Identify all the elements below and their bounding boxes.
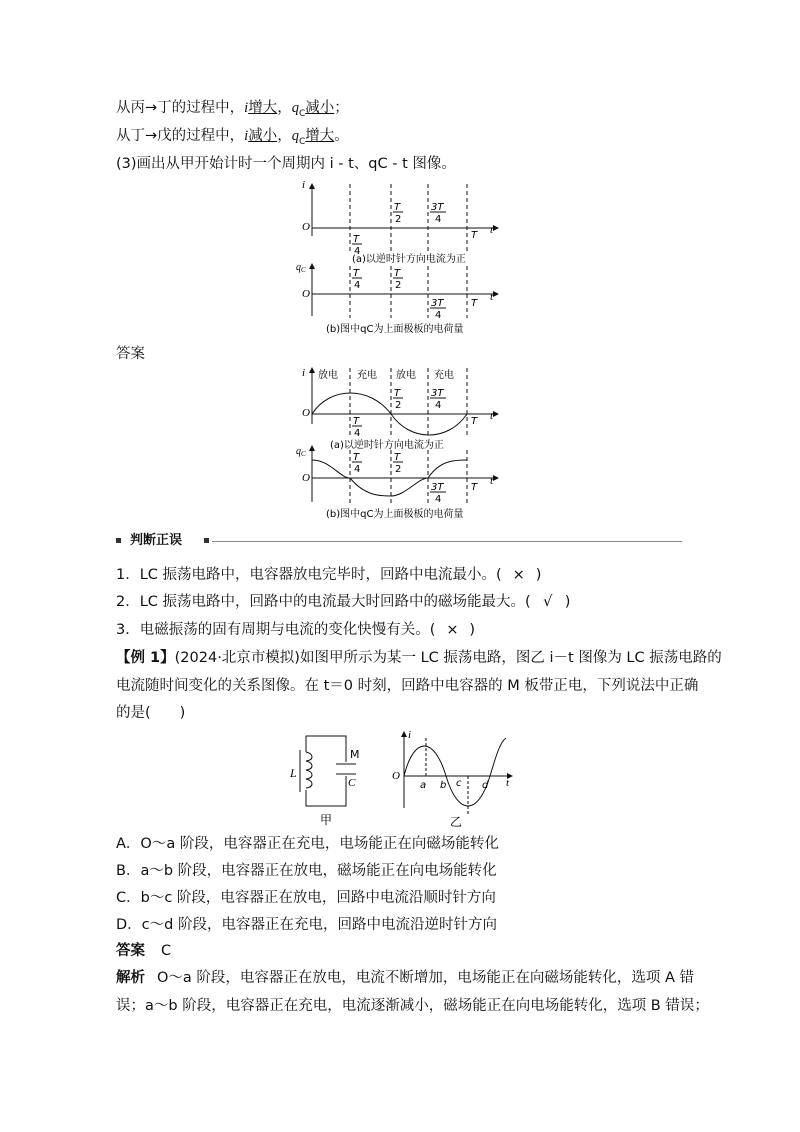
point-c: c [456,778,462,789]
judgement-text: 1．LC 振荡电路中，电容器放电完毕时，回路中电流最小。( [116,567,502,583]
graph-b-answer [296,446,498,520]
answer-value: C [161,943,172,959]
svg-text:T: T [471,298,478,309]
judgement-mark: √ [543,594,553,610]
tick-T: T [353,234,360,245]
intro-line-2 [116,126,349,152]
svg-text:2: 2 [395,280,402,291]
option-A: A．O～a 阶段，电容器正在充电，电场能正在向磁场能转化 [116,836,499,852]
phase-label: 放电 [396,370,416,381]
svg-text:3T: 3T [431,298,444,309]
example-line-3: 的是( ) [116,705,186,721]
judgement-2 [116,592,570,612]
example-label: 【例 1】 [116,650,175,666]
var-sub: C [298,136,306,147]
judgement-3 [116,620,475,640]
svg-text:T: T [394,388,401,399]
intro-text: 从丁→戊的过程中， [116,128,245,144]
separator: ， [277,128,292,144]
svg-text:T: T [471,482,478,493]
y-axis-label: i [302,179,306,191]
caption-b: (b)图中qC为上面极板的电荷量 [326,324,464,335]
y-axis-label: $q_C$ [296,262,306,274]
origin-label: O [392,770,400,782]
y-axis-label: i [408,729,412,741]
point-b: b [440,780,447,791]
svg-text:T: T [353,452,360,463]
paren-close: ) [535,567,542,583]
caption-b-answer: (b)图中qC为上面极板的电荷量 [326,509,464,520]
origin-label: O [302,288,310,300]
separator: ， [277,100,292,116]
svg-text:4: 4 [354,428,361,439]
var-sub: C [298,108,306,119]
caption-jia: 甲 [320,813,333,827]
tick-3T: 3T [431,202,444,213]
svg-text:2: 2 [395,400,402,411]
punct: ； [334,100,349,116]
option-C: C．b～c 阶段，电容器正在放电，回路中电流沿顺时针方向 [116,890,496,906]
judgement-text: 3．电磁振荡的固有周期与电流的变化快慢有关。( [116,622,436,638]
svg-text:2: 2 [395,214,402,225]
graph-b [296,262,498,335]
phase-label: 放电 [318,370,338,381]
judgement-mark: × [512,567,525,583]
svg-text:4: 4 [435,494,442,505]
paren-close: ) [564,594,571,610]
punct: 。 [334,128,349,144]
graph-a [302,179,498,265]
graph-a-answer [302,367,498,451]
svg-text:4: 4 [435,310,442,321]
svg-text:t: t [490,410,494,422]
fill-blank: 减小 [305,100,335,116]
example-line-2: 电流随时间变化的关系图像。在 t＝0 时刻，回路中电容器的 M 板带正电，下列说法中正确 [116,678,699,694]
svg-text:i: i [302,367,306,379]
analysis-line-2: 误；a～b 阶段，电容器正在充电，电流逐渐减小，磁场能正在向电场能转化，选项 B 错误； [116,998,709,1014]
tick-T: T [394,202,401,213]
intro-line-1 [116,98,349,124]
x-axis-label: t [490,224,494,236]
svg-text:T: T [471,416,478,427]
svg-text:4: 4 [435,400,442,411]
svg-text:3T: 3T [431,388,444,399]
figure-1 [290,176,510,338]
svg-text:T: T [394,268,401,279]
svg-text:T: T [394,452,401,463]
circuit-figure [284,730,374,830]
caption-a: (a)以逆时针方向电流为正 [352,254,466,265]
judgement-mark: × [446,622,459,638]
analysis-text: O～a 阶段，电容器正在放电，电流不断增加，电场能正在向磁场能转化，选项 A 错 [157,970,695,986]
divider [212,541,682,542]
fill-blank: 增大 [248,100,278,116]
point-d: d [482,780,489,791]
svg-text:O: O [302,407,310,419]
svg-text:4: 4 [354,246,361,257]
option-D: D．c～d 阶段，电容器正在充电，回路中电流沿逆时针方向 [116,917,497,933]
point-a: a [420,780,427,791]
example-text: (2024·北京市模拟)如图甲所示为某一 LC 振荡电路，图乙 i－t 图像为 LC 振荡电路的 [174,650,722,666]
analysis-line-1 [116,968,694,988]
option-B: B．a～b 阶段，电容器正在放电，磁场能正在向电场能转化 [116,863,497,879]
fill-blank: 减小 [248,128,278,144]
intro-text: 从丙→丁的过程中， [116,100,245,116]
var-q: q [291,128,299,144]
caption-yi: 乙 [450,815,463,829]
svg-text:4: 4 [354,464,361,475]
square-icon [116,538,121,543]
answer-label: 答案 [116,943,145,959]
inductor-label: L [290,766,297,780]
square-icon [204,538,209,543]
intro-line-3: (3)画出从甲开始计时一个周期内 i - t、qC - t 图像。 [116,156,456,172]
svg-text:O: O [302,472,310,484]
judgement-1 [116,565,541,585]
svg-text:2: 2 [395,464,402,475]
var-i: i [244,100,249,116]
caption-a-answer: (a)以逆时针方向电流为正 [330,440,444,451]
phase-label: 充电 [434,370,454,381]
paren-close: ) [469,622,476,638]
origin-label: O [302,221,310,233]
figure-2 [290,364,510,522]
phase-label: 充电 [357,370,377,381]
answer-label-1: 答案 [116,346,145,362]
analysis-label: 解析 [116,970,145,986]
svg-text:t: t [490,475,494,487]
tick-T-full: T [471,230,478,241]
svg-text:4: 4 [354,280,361,291]
var-i: i [244,128,249,144]
plate-label-M: M [350,748,360,761]
graph-yi [388,728,518,830]
section-title: 判断正误 [130,533,183,548]
section-header [116,532,682,550]
example-line-1 [116,648,722,668]
svg-text:T: T [353,416,360,427]
svg-text:3T: 3T [431,482,444,493]
svg-text:T: T [353,268,360,279]
svg-text:4: 4 [435,214,442,225]
sine-curve [404,738,506,806]
x-axis-label: t [490,291,494,303]
capacitor-label: C [348,777,356,789]
svg-text:qC: $q_C$ [296,446,306,458]
x-axis-label: t [506,777,510,789]
fill-blank: 增大 [305,128,335,144]
answer-line [116,941,171,961]
judgement-text: 2．LC 振荡电路中，回路中的电流最大时回路中的磁场能最大。( [116,594,531,610]
var-q: q [291,100,299,116]
